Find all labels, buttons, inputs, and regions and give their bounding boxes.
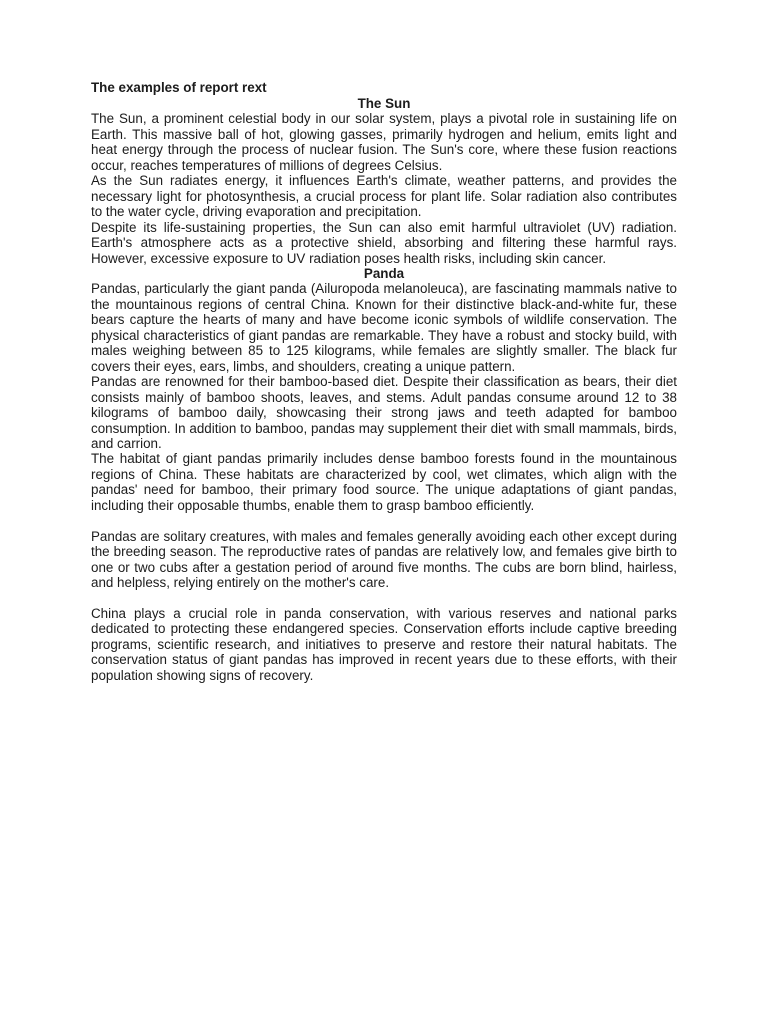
document-title: The examples of report rext [91,80,267,95]
panda-paragraph-2: Pandas are renowned for their bamboo-based diet. Despite their classification as bears, their diet consists mainly of bamboo shoots, leaves, and stems. Adult pandas consume around 12 to 38 kilograms of bamboo daily, showcasing their strong jaws and teeth adapted for bamboo consumption. In addition to bamboo, pandas may supplement their diet with small mammals, birds, and carrion. [91,374,677,451]
paragraph-spacer [91,590,677,605]
sun-paragraph-3: Despite its life-sustaining properties, the Sun can also emit harmful ultraviolet (UV) radiation. Earth's atmosphere acts as a protective shield, absorbing and filtering these harmful rays. However, excessive exposure to UV radiation poses health risks, including skin cancer. [91,219,677,266]
document-page [91,80,677,683]
section-heading-panda: Panda [363,265,405,281]
panda-paragraph-3: The habitat of giant pandas primarily includes dense bamboo forests found in the mountainous regions of China. These habitats are characterized by cool, wet climates, which align with the pandas' need for bamboo, their primary food source. The unique adaptations of giant pandas, including their opposable thumbs, enable them to grasp bamboo efficiently. [91,451,677,513]
panda-paragraph-5: China plays a crucial role in panda conservation, with various reserves and national parks dedicated to protecting these endangered species. Conservation efforts include captive breeding programs, scientific research, and initiatives to preserve and restore their natural habitats. The conservation status of giant pandas has improved in recent years due to these efforts, with their population showing signs of recovery. [91,605,677,683]
sun-paragraph-2: As the Sun radiates energy, it influences Earth's climate, weather patterns, and provides the necessary light for photosynthesis, a crucial process for plant life. Solar radiation also contributes to the water cycle, driving evaporation and precipitation. [91,173,677,220]
sun-paragraph-1: The Sun, a prominent celestial body in our solar system, plays a pivotal role in sustaining life on Earth. This massive ball of hot, glowing gasses, primarily hydrogen and helium, emits light and heat energy through the process of nuclear fusion. The Sun's core, where these fusion reactions occur, reaches temperatures of millions of degrees Celsius. [91,111,677,173]
panda-paragraph-1: Pandas, particularly the giant panda (Ailuropoda melanoleuca), are fascinating mammals native to the mountainous regions of central China. Known for their distinctive black-and-white fur, these bears capture the hearts of many and have become iconic symbols of wildlife conservation. The physical characteristics of giant pandas are remarkable. They have a robust and stocky build, with males weighing between 85 to 125 kilograms, while females are slightly smaller. The black fur covers their eyes, ears, limbs, and shoulders, creating a unique pattern. [91,281,677,374]
paragraph-spacer [91,513,677,528]
section-heading-sun: The Sun [357,96,411,111]
panda-paragraph-4: Pandas are solitary creatures, with males and females generally avoiding each other except during the breeding season. The reproductive rates of pandas are relatively low, and females give birth to one or two cubs after a gestation period of around five months. The cubs are born blind, hairless, and helpless, relying entirely on the mother's care. [91,528,677,591]
